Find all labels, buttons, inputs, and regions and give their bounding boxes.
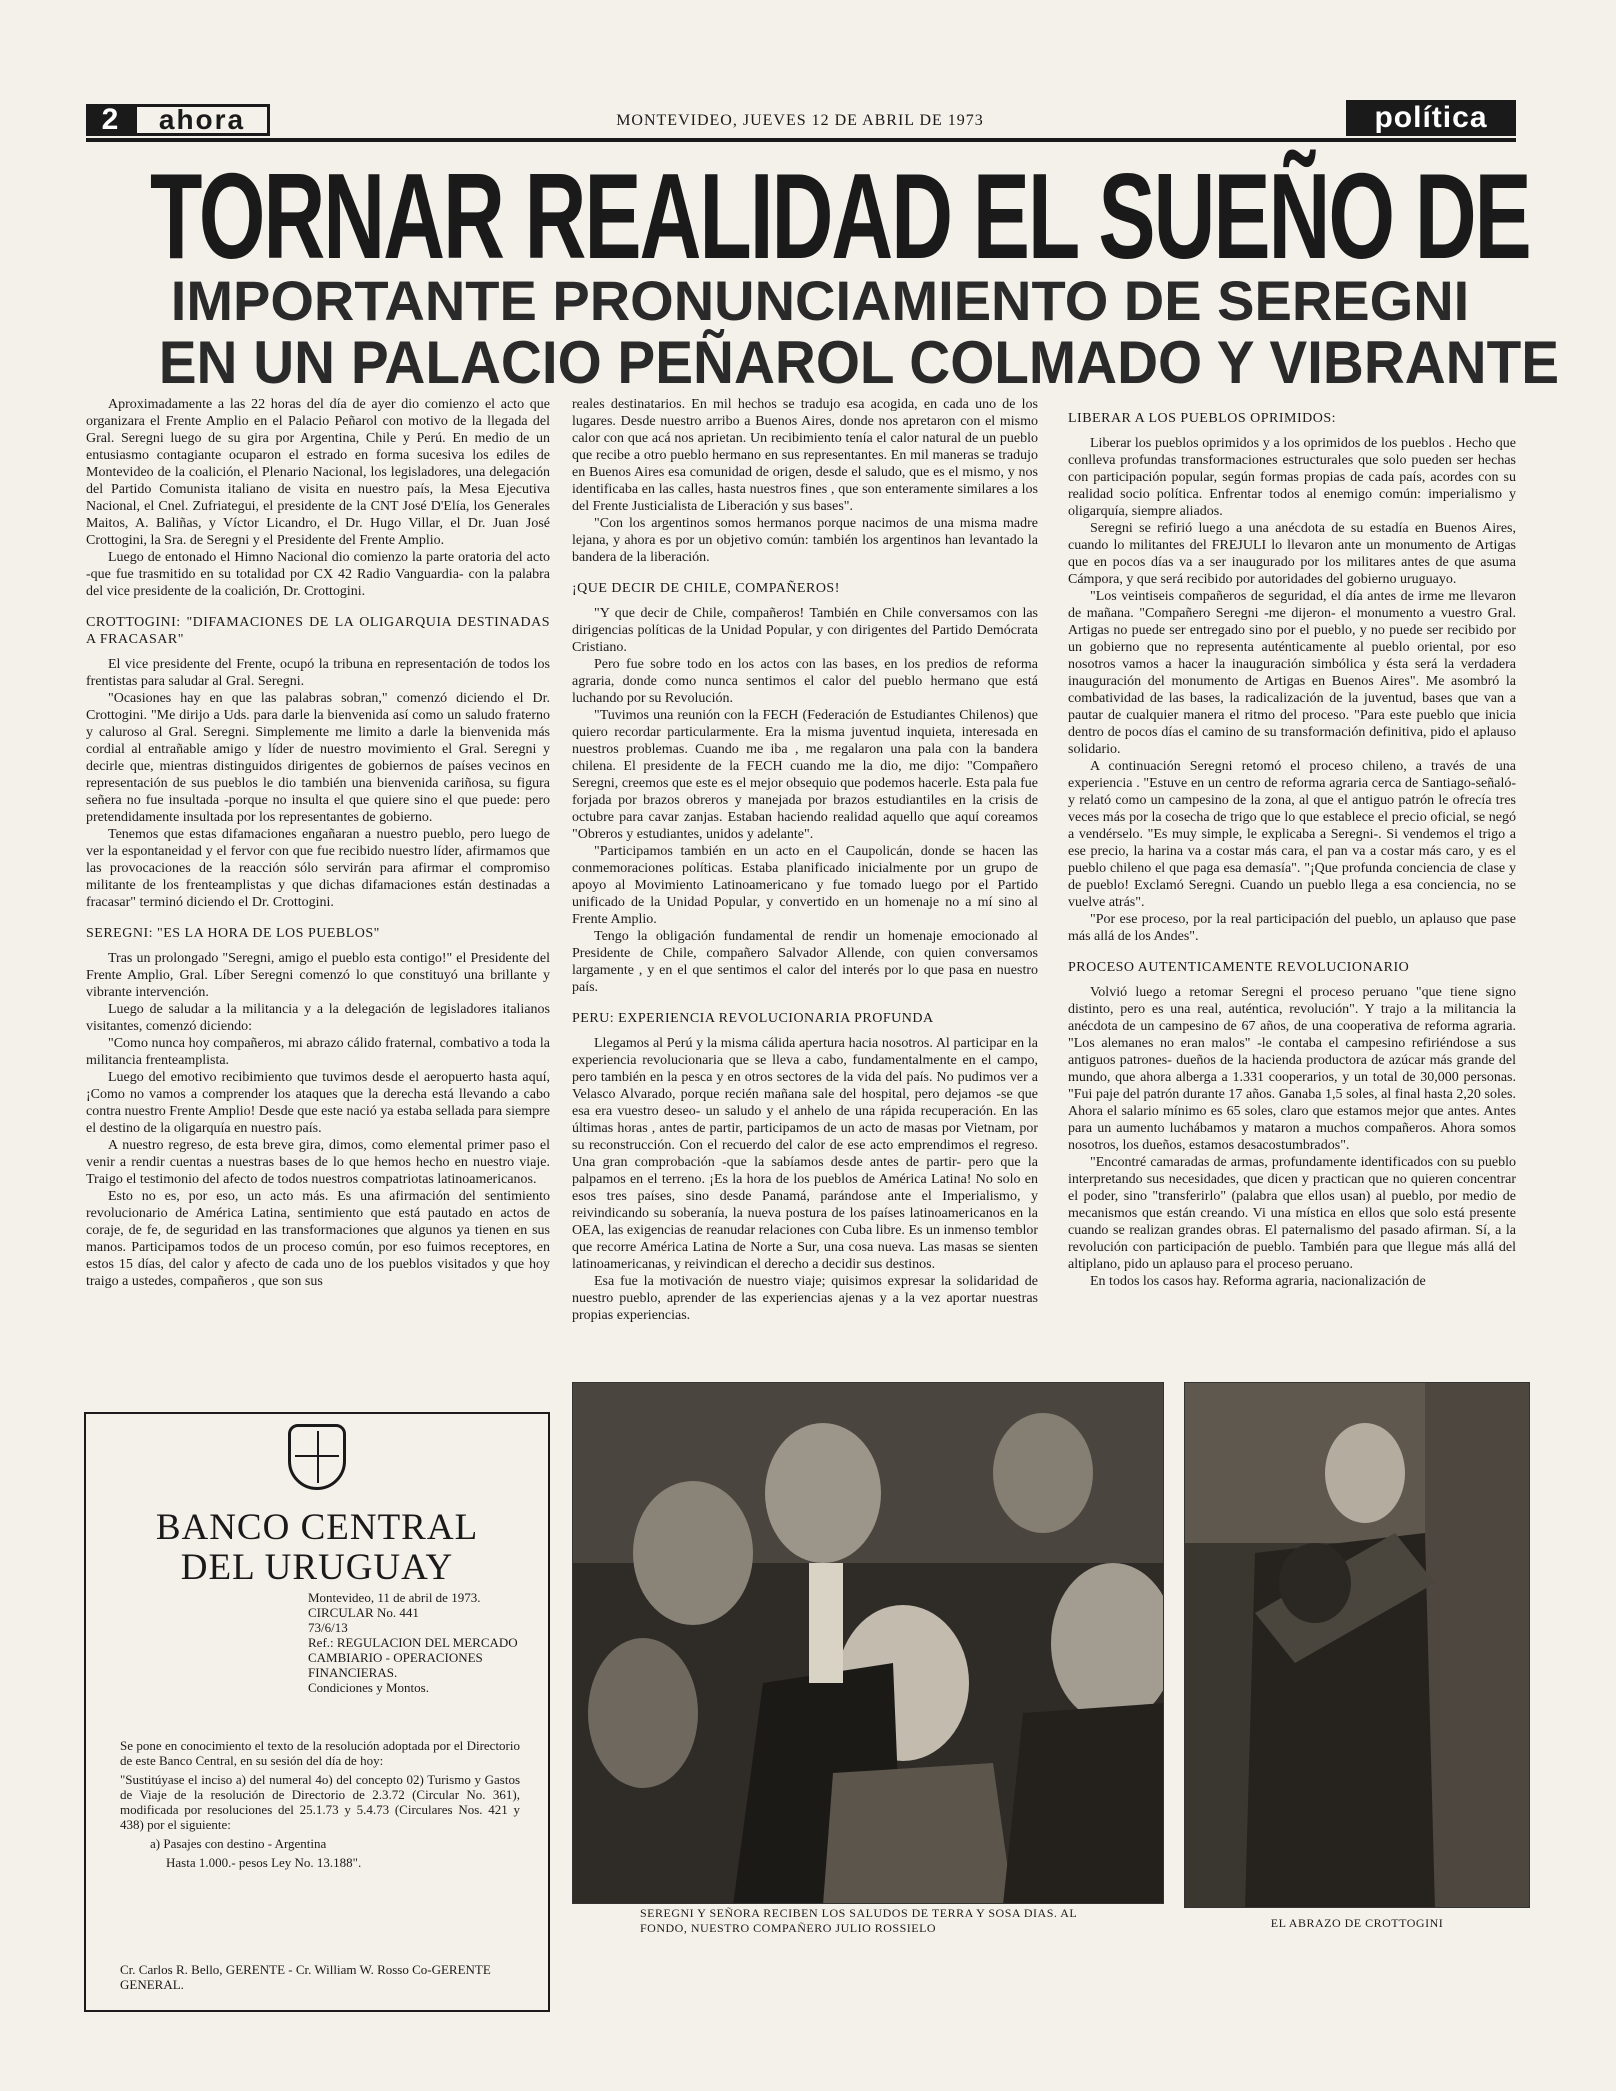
article-column-2 bbox=[572, 396, 1038, 1324]
photo-crottogini-embrace bbox=[1184, 1382, 1530, 1908]
section-subhead: LIBERAR A LOS PUEBLOS OPRIMIDOS: bbox=[1068, 411, 1337, 426]
section-subhead: PROCESO AUTENTICAMENTE REVOLUCIONARIO bbox=[1068, 960, 1410, 975]
dateline: MONTEVIDEO, JUEVES 12 DE ABRIL DE 1973 bbox=[616, 112, 984, 129]
circular-reference: Ref.: REGULACION DEL MERCADO CAMBIARIO - OPERACIONES FINANCIERAS. bbox=[308, 1635, 518, 1680]
circular-paragraph: Hasta 1.000.- pesos Ley No. 13.188". bbox=[166, 1855, 362, 1870]
circular-date: Montevideo, 11 de abril de 1973. bbox=[308, 1590, 481, 1605]
section-subhead: ¡QUE DECIR DE CHILE, COMPAÑEROS! bbox=[572, 581, 840, 596]
subheadline-line-2: EN UN PALACIO PEÑAROL COLMADO Y VIBRANTE bbox=[158, 329, 1560, 396]
bank-name bbox=[86, 1508, 548, 1588]
bank-name-line-1: BANCO CENTRAL bbox=[155, 1507, 479, 1548]
masthead-rule bbox=[86, 138, 1516, 142]
paragraph: reales destinatarios. En mil hechos se tradujo esa acogida, en cada uno de los lugares. Desde nuestro arribo a Buenos Aires, donde nos apretaron con el mismo calor con que acá nos aprietan. Un recibimiento tenía el calor natural de un pueblo que recibe a otro pueblo hermano en sus representantes. En mil maneras se tradujo en Buenos Aires esa comunidad de origen, desde el saludo, que es el mismo, y nos identificaba en las calles, hasta nuestros fines , que son enteramente similares a los del Frente Justicialista de Liberación y sus bases". bbox=[572, 397, 1038, 514]
paragraph: Seregni se refirió luego a una anécdota de su estadía en Buenos Aires, cuando lo militantes del FREJULI lo llevaron ante un monumento de Artigas que en pocos días va a ser inaugurado por los militares antes de que asuma Cámpora, y que será recibido por autoridades del gobierno uruguayo. bbox=[1068, 521, 1516, 587]
paragraph: "Encontré camaradas de armas, profundamente identificados con su pueblo interpretando sus necesidades, que dicen y practican que no quieren concentrar el poder, sino "transferirlo" (palabra que ellos usan) al pueblo, por medio de mecanismos que están creando. Vi una mística en ellos que solo está presente cuando se realizan grandes obras. El paternalismo del pasado afirman. Sí, a la revolución con participación de pueblo. También para que llegue más allá del altiplano, pido un aplauso para el proceso peruano. bbox=[1068, 1155, 1516, 1272]
photo-seregni-greetings bbox=[572, 1382, 1164, 1904]
paragraph: Pero fue sobre todo en los actos con las bases, en los predios de reforma agraria, donde como nunca sentimos el calor del pueblo hermano que está luchando por su Revolución. bbox=[572, 657, 1038, 706]
circular-code: 73/6/13 bbox=[308, 1620, 348, 1635]
bank-name-line-2: DEL URUGUAY bbox=[180, 1547, 454, 1588]
paragraph: "Participamos también en un acto en el Caupolicán, donde se hacen las conmemoraciones políticas. Estaba planificado inicialmente por un grupo de apoyo al Movimiento Latinoamericano y fue tomado luego por el Partido unificado de la Unidad Popular, y convertido en un homenaje no a mí sino al Frente Amplio. bbox=[572, 844, 1038, 927]
paragraph: El vice presidente del Frente, ocupó la tribuna en representación de todos los frentistas para saludar al Gral. Seregni. bbox=[86, 657, 550, 689]
section-subhead: CROTTOGINI: "DIFAMACIONES DE LA OLIGARQUIA DESTINADAS A FRACASAR" bbox=[86, 615, 550, 647]
paragraph: Esto no es, por eso, un acto más. Es una afirmación del sentimiento revolucionario de América Latina, sentimiento que está pautado en actos de coraje, de fe, de seguridad en las transformaciones que algunos ya tienen en sus manos. Participamos todos de un proceso común, por eso fuimos receptores, en estos 15 días, del calor y afecto de cada uno de los pueblos visitados y que hoy traigo a ustedes, compañeros , que son sus bbox=[86, 1189, 550, 1289]
circular-info bbox=[308, 1590, 538, 1695]
subheadline-line-1: IMPORTANTE PRONUNCIAMIENTO DE SEREGNI bbox=[170, 269, 1470, 332]
photo-embrace-illustration bbox=[1185, 1383, 1530, 1908]
paragraph: Luego de entonado el Himno Nacional dio comienzo la parte oratoria del acto -que fue trasmitido en su totalidad por CX 42 Radio Vanguardia- con la palabra del vice presidente de la coalición, Dr. Crottogini. bbox=[86, 550, 550, 599]
paragraph: Luego del emotivo recibimiento que tuvimos desde el aeropuerto hasta aquí, ¡Como no vamos a comprender los ataques que la derecha está llevando a cabo contra nuestro Frente Amplio! Desde que este nació ya estaba sellada para siempre el destino de la oligarquía en nuestro país. bbox=[86, 1070, 550, 1136]
paragraph: "Por ese proceso, por la real participación del pueblo, un aplauso que pase más allá de los Andes". bbox=[1068, 912, 1516, 944]
section-label: política bbox=[1346, 100, 1516, 136]
paragraph: "Tuvimos una reunión con la FECH (Federación de Estudiantes Chilenos) que quiero recordar particularmente. Era la misma juventud inquieta, interesada en nuestros problemas. Cuando me iba , me regalaron una pala con la bandera chilena. El presidente de la FECH cuando me la dio, me dijo: "Compañero Seregni, creemos que este es el mejor obsequio que podemos hacerle. Esta pala fue forjada por brazos obreros y manejada por brazos estudiantiles en la crisis de octubre para cavar zanjas. Estaban haciendo realidad aquello que aquí coreamos "Obreros y estudiantes, unidos y adelante". bbox=[572, 708, 1038, 842]
paragraph: Esa fue la motivación de nuestro viaje; quisimos expresar la solidaridad de nuestro pueblo, aprender de las experiencias ajenas y a la vez aportar nuestras propias experiencias. bbox=[572, 1274, 1038, 1323]
paragraph: Tenemos que estas difamaciones engañaran a nuestro pueblo, pero luego de ver la espontaneidad y el fervor con que fue recibido nuestro líder, afirmamos que las provocaciones de la reacción sólo servirán para afirmar el compromiso militante de los frenteamplistas y que dichas difamaciones están destinadas a fracasar" terminó diciendo el Dr. Crottogini. bbox=[86, 827, 550, 910]
newspaper-logo: ahora bbox=[134, 104, 270, 136]
circular-signature: Cr. Carlos R. Bello, GERENTE - Cr. William W. Rosso Co-GERENTE GENERAL. bbox=[120, 1962, 491, 1992]
circular-number: CIRCULAR No. 441 bbox=[308, 1605, 419, 1620]
paragraph: Tengo la obligación fundamental de rendir un homenaje emocionado al Presidente de Chile, compañero Salvador Allende, con quien conversamos largamente , y en el que sentimos el calor del interés por lo que pasa en nuestro país. bbox=[572, 929, 1038, 995]
paragraph: Volvió luego a retomar Seregni el proceso peruano "que tiene signo distinto, pero es una real, auténtica, revolución". Y trajo a la militancia la anécdota de un campesino de 67 años, de una cooperativa de reforma agraria. "Los alemanes no eran malos" -le contaba el campesino refiriéndose a sus antiguos patrones- dueños de la hacienda productora de azúcar más grande del mundo, que ahora alberga a 1.331 cooperarios, y un total de 30,000 personas. "Fui paje del patrón durante 17 años. Ganaba 1,5 soles, al final hasta 2,20 soles. Ahora el salario mínimo es 65 soles, claro que estamos mejor que antes. Antes para un aumento luchábamos y mataron a muchos compañeros. Ahora somos nosotros, los dueños, estamos desacostumbrados". bbox=[1068, 985, 1516, 1153]
photo-caption-2: EL ABRAZO DE CROTTOGINI bbox=[1270, 1916, 1444, 1930]
photo-caption-1: SEREGNI Y SEÑORA RECIBEN LOS SALUDOS DE TERRA Y SOSA DIAS. AL FONDO, NUESTRO COMPAÑERO JULIO ROSSIELO bbox=[640, 1906, 1077, 1935]
bank-advertisement bbox=[84, 1412, 550, 2012]
coat-of-arms-icon bbox=[288, 1424, 346, 1490]
paragraph: Aproximadamente a las 22 horas del día de ayer dio comienzo el acto que organizara el Frente Amplio en el Palacio Peñarol con motivo de la llegada del Gral. Seregni luego de su gira por Argentina, Chile y Perú. En medio de un entusiasmo contagiante ocuparon el estrado en forma sucesiva los ediles de Montevideo de la coalición, el Plenario Nacional, los legisladores, una delegación del Partido Comunista italiano de visita en nuestro país, la Mesa Ejecutiva Nacional, el Cnel. Zufriategui, el presidente de la CNT José D'Elía, los Generales Maitos, A. Baliñas, y Víctor Licandro, el Dr. Hugo Villar, el Dr. Juan José Crottogini, la Sra. de Seregni y el Presidente del Frente Amplio. bbox=[86, 397, 550, 548]
paragraph: Llegamos al Perú y la misma cálida apertura hacia nosotros. Al participar en la experiencia revolucionaria que se lleva a cabo, fundamentalmente en el campo, pero también en la pesca y en otros sectores de la vida del país. No pudimos ver a Velasco Alvarado, porque recién mañana sale del hospital, pero dejamos -se que esa era vuestro deseo- un saludo y el anhelo de una rápida recuperación. En las últimas horas , antes de partir, participamos de un acto de masas por Vietnam, por su reconstrucción. Con el recuerdo del calor de ese acto emprendimos el regreso. Una gran comprobación -que la sabíamos desde antes de partir- pero que la palpamos en el terreno. ¡Es la hora de los pueblos de América Latina! No solo en esos tres países, sino desde Panamá, parándose ante el Imperialismo, y reivindicando su soberanía, la nueva postura de los países latinoamericanos en la OEA, las exigencias de reanudar relaciones con Cuba libre. Es un inmenso temblor que recorre América Latina de Norte a Sur, una cosa nueva. Las masas se sienten latinoamericanas, y reivindican el derecho a decidir sus destinos. bbox=[572, 1036, 1038, 1272]
paragraph: A nuestro regreso, de esta breve gira, dimos, como elemental primer paso el venir a rendir cuentas a nuestras bases de lo que hemos hecho en nuestro viaje. Traigo el testimonio del afecto de todos nuestros compatriotas latinoamericanos. bbox=[86, 1138, 550, 1187]
section-subhead: PERU: EXPERIENCIA REVOLUCIONARIA PROFUNDA bbox=[572, 1011, 934, 1026]
circular-body bbox=[120, 1738, 520, 1874]
circular-paragraph: a) Pasajes con destino - Argentina bbox=[150, 1836, 327, 1851]
paragraph: "Como nunca hoy compañeros, mi abrazo cálido fraternal, combativo a toda la militancia frenteamplista. bbox=[86, 1036, 550, 1068]
article-column-1 bbox=[86, 396, 550, 1290]
paragraph: "Los veintiseis compañeros de seguridad, el día antes de irme me llevaron de mañana. "Compañero Seregni -me dijeron- el monumento a vuestro Gral. Artigas no puede ser entregado sino por el pueblo, y no puede ser recibido por un gobierno que no representa auténticamente al pueblo oriental, por eso nosotros vamos a hacer la inauguración simbólica y ésta será la verdadera inauguración del monumento de Artigas en Buenos Aires". Me asombró la combatividad de las bases, la radicalización de la juventud, bases que van a pautar de cualquier manera el ritmo del proceso. "Para este pueblo que inicia dentro de pocos días el camino de su transformación definitiva, pido el aplauso solidario. bbox=[1068, 589, 1516, 757]
circular-conditions: Condiciones y Montos. bbox=[308, 1680, 429, 1695]
paragraph: Luego de saludar a la militancia y a la delegación de legisladores italianos visitantes, comenzó diciendo: bbox=[86, 1002, 550, 1034]
paragraph: "Y que decir de Chile, compañeros! También en Chile conversamos con las dirigencias políticas de la Unidad Popular, y con dirigentes del Partido Demócrata Cristiano. bbox=[572, 606, 1038, 655]
page-number: 2 bbox=[86, 104, 134, 136]
paragraph: "Ocasiones hay en que las palabras sobran," comenzó diciendo el Dr. Crottogini. "Me dirijo a Uds. para darle la bienvenida así como un saludo fraterno y caluroso al Gral. Seregni. Simplemente me limito a darle la bienvenida más cordial al entrañable amigo y líder de nuestro movimiento el Gral. Seregni y decirle que, mientras distinguidos dirigentes de gobiernos de países vecinos en representación de sus pueblos le dio también una bienvenida cariñosa, su figura señera no fue insultada -porque no insulta el que quiere sino el que puede: pero pretendidamente insultada por los representantes de gobierno. bbox=[86, 691, 550, 825]
paragraph: Tras un prolongado "Seregni, amigo el pueblo esta contigo!" el Presidente del Frente Amplio, Gral. Líber Seregni comenzó lo que constituyó una brillante y vibrante intervención. bbox=[86, 951, 550, 1000]
paragraph: A continuación Seregni retomó el proceso chileno, a través de una experiencia . "Estuve en un centro de reforma agraria cerca de Santiago-señaló- y relató como un campesino de la zona, al que el antiguo patrón le ofrecía tres veces más por la cosecha de trigo que lo que establece el precio oficial, se negó a vendérselo. "Es muy simple, le explicaba a Seregni-. Si vendemos el trigo a ese precio, la harina va a costar más cara, el pan va a costar más caro, y es el pueblo chileno el que paga esa demasía". "¡Que profunda conciencia de clase y de pueblo! Exclamó Seregni. Cuando un pueblo llega a esa conciencia, no se vuelve atrás". bbox=[1068, 759, 1516, 910]
paragraph: "Con los argentinos somos hermanos porque nacimos de una misma madre lejana, y ahora es por un objetivo común: también los argentinos han levantado la bandera de la liberación. bbox=[572, 516, 1038, 565]
paragraph: En todos los casos hay. Reforma agraria, nacionalización de bbox=[1090, 1274, 1426, 1289]
photo-crowd-illustration bbox=[573, 1383, 1164, 1904]
circular-paragraph: Se pone en conocimiento el texto de la resolución adoptada por el Directorio de este Banco Central, en su sesión del día de hoy: bbox=[120, 1738, 520, 1768]
article-column-3 bbox=[1068, 396, 1516, 1290]
section-subhead: SEREGNI: "ES LA HORA DE LOS PUEBLOS" bbox=[86, 926, 380, 941]
paragraph: Liberar los pueblos oprimidos y a los oprimidos de los pueblos . Hecho que conlleva profundas transformaciones estructurales que solo pueden ser hechas con participación popular, según formas propias de cada país, acordes con su realidad socio política. Enfrentar todos al enemigo común: imperialismo y oligarquía, siempre aliados. bbox=[1068, 436, 1516, 519]
circular-paragraph: "Sustitúyase el inciso a) del numeral 4o) del concepto 02) Turismo y Gastos de Viaje de la resolución de Directorio de 2.3.72 (Circular No. 361), modificada por resoluciones del 25.1.73 y 5.4.73 (Circulares Nos. 421 y 438) por el siguiente: bbox=[120, 1772, 520, 1832]
main-headline: TORNAR REALIDAD EL SUEÑO DE bbox=[150, 148, 1530, 284]
